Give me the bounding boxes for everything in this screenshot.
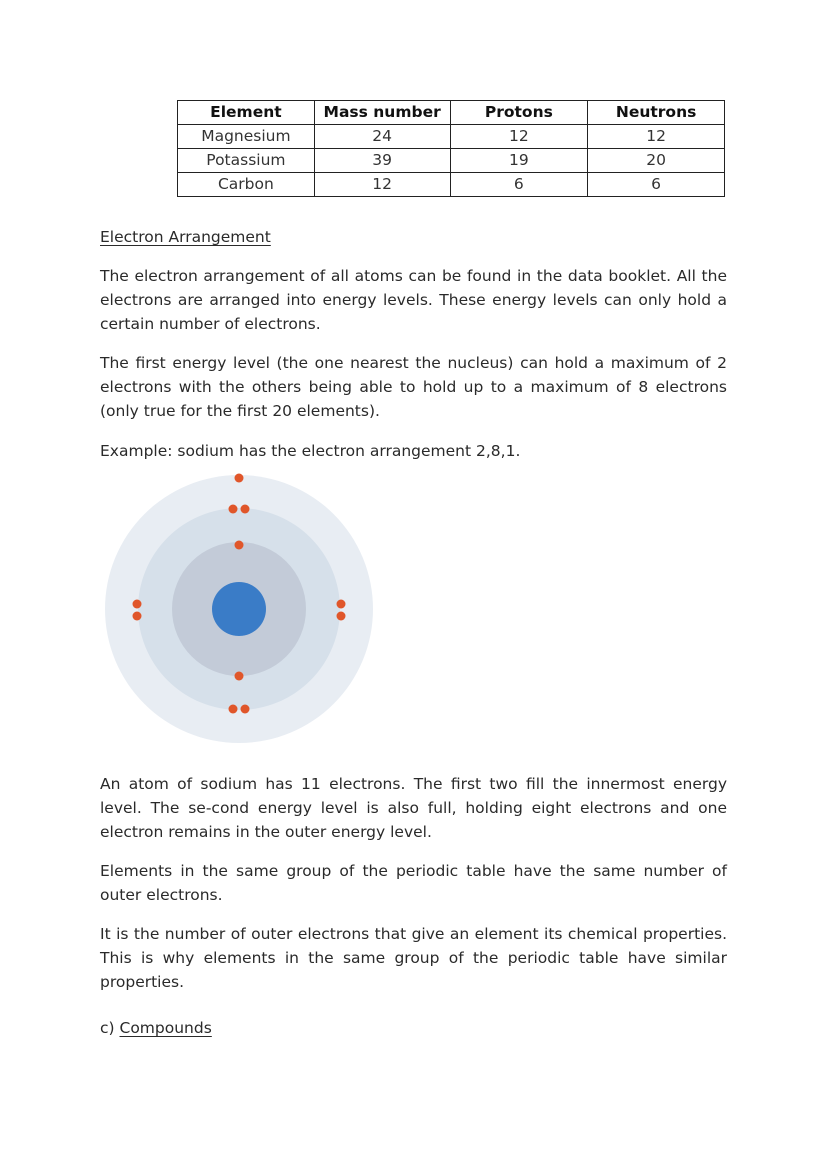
cell-protons: 12 — [450, 125, 588, 149]
cell-neutrons: 12 — [588, 125, 725, 149]
paragraph-outer-electrons: It is the number of outer electrons that give an element its chemical properties. This is why elements in the same group of the periodic table have similar properties. — [100, 925, 727, 991]
table-row — [178, 149, 725, 173]
electron-inner — [235, 541, 244, 550]
cell-mass-number: 24 — [314, 125, 450, 149]
electron-middle — [241, 705, 250, 714]
cell-element: Magnesium — [178, 125, 315, 149]
paragraph-energy-levels: The electron arrangement of all atoms can be found in the data booklet. All the electrons are arranged into energy levels. These energy levels can only hold a certain number of electrons. — [100, 267, 727, 333]
cell-mass-number: 12 — [314, 173, 450, 197]
section-label: c) — [100, 1019, 120, 1037]
paragraph-same-group: Elements in the same group of the periodic table have the same number of outer electrons. — [100, 862, 727, 904]
table-header-row — [178, 101, 725, 125]
sodium-atom-diagram — [100, 465, 380, 750]
cell-element: Potassium — [178, 149, 315, 173]
electron-middle — [337, 612, 346, 621]
paragraph-sodium-example: Example: sodium has the electron arrangement 2,8,1. — [100, 442, 521, 460]
table-row — [178, 173, 725, 197]
column-header-neutrons: Neutrons — [588, 101, 725, 125]
cell-neutrons: 20 — [588, 149, 725, 173]
column-header-protons: Protons — [450, 101, 588, 125]
section-heading-electron-arrangement: Electron Arrangement — [100, 228, 271, 246]
electron-middle — [133, 612, 142, 621]
section-heading-compounds: Compounds — [119, 1019, 212, 1037]
column-header-mass-number: Mass number — [314, 101, 450, 125]
electron-middle — [133, 600, 142, 609]
paragraph-sodium-electrons: An atom of sodium has 11 electrons. The first two fill the innermost energy level. The se-cond energy level is also full, holding eight electrons and one electron remains in the outer energy level. — [100, 775, 727, 841]
electron-middle — [229, 705, 238, 714]
nucleus — [212, 582, 266, 636]
cell-protons: 6 — [450, 173, 588, 197]
column-header-element: Element — [178, 101, 315, 125]
section-heading-compounds-line — [100, 1016, 727, 1040]
electron-middle — [229, 505, 238, 514]
electron-inner — [235, 672, 244, 681]
cell-mass-number: 39 — [314, 149, 450, 173]
paragraph-first-energy-level: The first energy level (the one nearest the nucleus) can hold a maximum of 2 electrons with the others being able to hold up to a maximum of 8 electrons (only true for the first 20 elements). — [100, 354, 727, 420]
cell-element: Carbon — [178, 173, 315, 197]
electron-outer — [235, 474, 244, 483]
cell-neutrons: 6 — [588, 173, 725, 197]
element-table — [177, 100, 725, 197]
electron-middle — [337, 600, 346, 609]
cell-protons: 19 — [450, 149, 588, 173]
electron-middle — [241, 505, 250, 514]
table-row — [178, 125, 725, 149]
